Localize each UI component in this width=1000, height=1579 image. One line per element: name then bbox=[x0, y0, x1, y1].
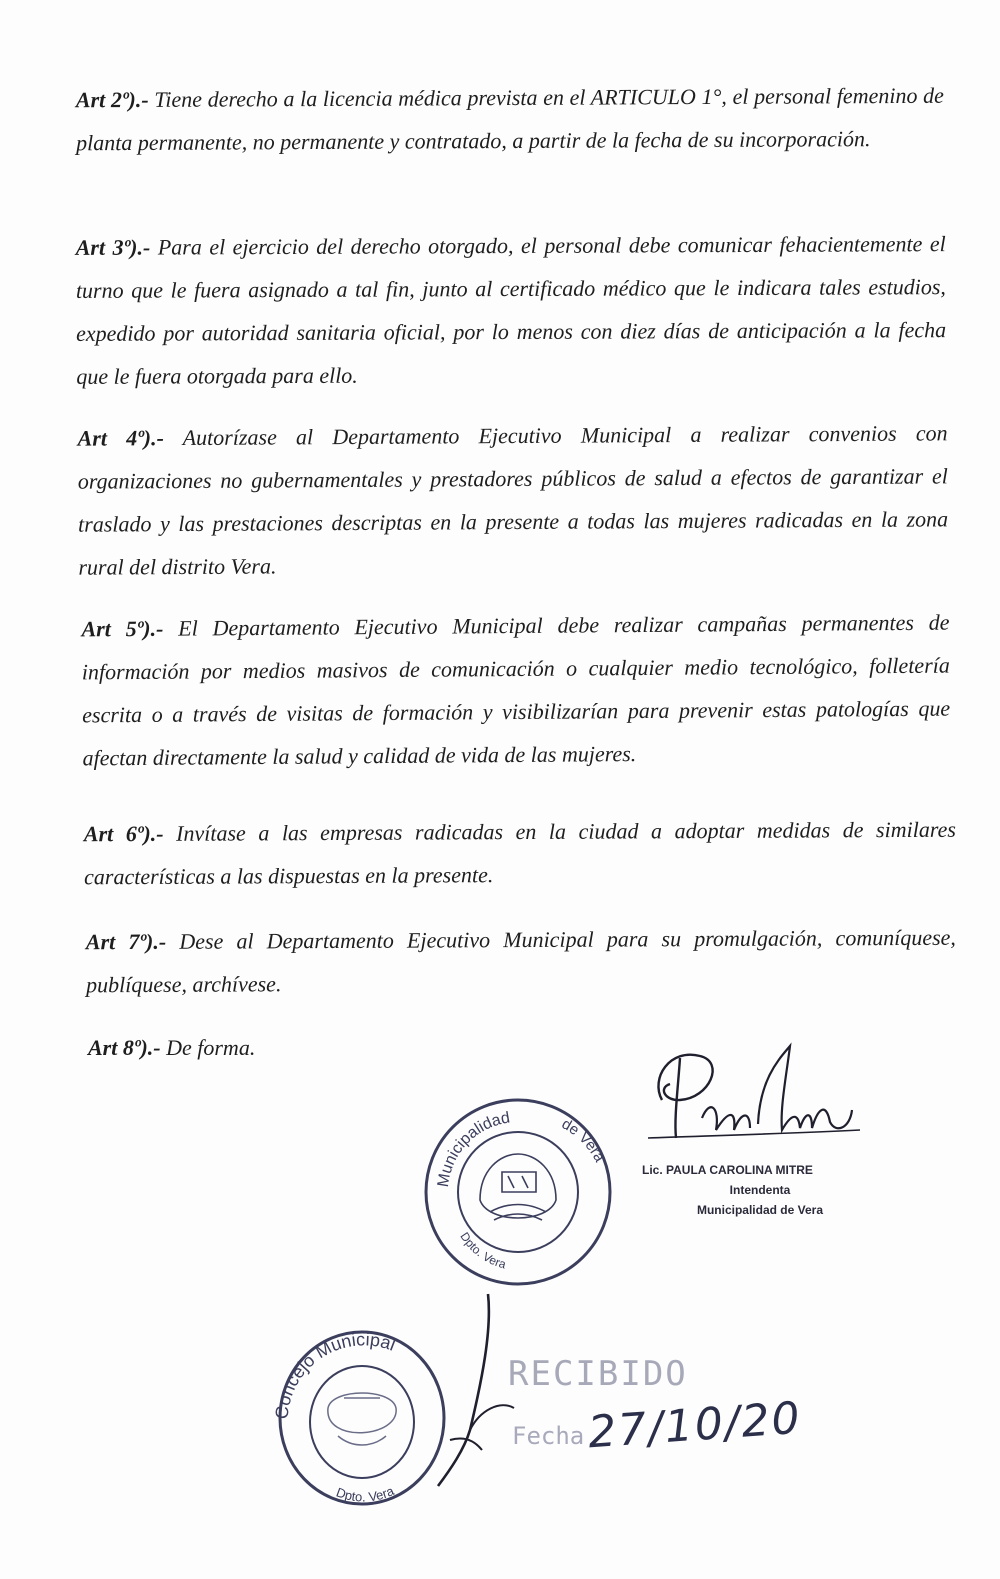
article-text: El Departamento Ejecutivo Municipal debe realizar campañas permanentes de información por medios masivos de comunicación o cualquier medio tecnológico, folletería escrita o a través de visitas de formación y visibilizarían para prevenir estas patologías que afectan directamente la salud y calidad de vida de las mujeres. bbox=[81, 609, 951, 771]
article-7 bbox=[86, 916, 956, 1007]
article-text: Dese al Departamento Ejecutivo Municipal para su promulgación, comuníquese, publíquese, archívese. bbox=[86, 924, 956, 998]
received-date-value: 27/10/20 bbox=[586, 1392, 804, 1459]
article-2 bbox=[76, 74, 944, 165]
concejo-stamp bbox=[272, 1318, 452, 1508]
article-5 bbox=[81, 601, 950, 780]
handwritten-signature-icon bbox=[430, 1290, 520, 1490]
article-label: Art 6º).- bbox=[83, 820, 164, 847]
article-text: Para el ejercicio del derecho otorgado, el personal debe comunicar fehacientemente el turno que le fuera asignado a tal fin, junto al certificado médico que le indicara tales estudios, expedido por autoridad sanitaria oficial, por lo menos con diez días de anticipación a la fecha que le fuera otorgada para ello. bbox=[75, 231, 947, 389]
signer-title: Intendenta bbox=[729, 1183, 791, 1197]
article-label: Art 7º).- bbox=[85, 928, 167, 955]
stamp-text-top: Municipalidad bbox=[434, 1109, 512, 1189]
article-label: Art 3º).- bbox=[75, 234, 151, 260]
article-text: Autorízase al Departamento Ejecutivo Municipal a realizar convenios con organizaciones no gubernamentales y prestadores públicos de salud a efectos de garantizar el traslado y las prestaciones descriptas en la presente a todas las mujeres radicadas en la zona rural del distrito Vera. bbox=[77, 420, 949, 580]
signer-institution: Municipalidad de Vera bbox=[696, 1203, 824, 1217]
article-text: De forma. bbox=[160, 1035, 256, 1060]
stamp-text-bottom: Dpto. Vera bbox=[334, 1483, 397, 1505]
article-label: Art 4º).- bbox=[77, 425, 164, 451]
article-text: Tiene derecho a la licencia médica prevista en el ARTICULO 1°, el personal femenino de planta permanente, no permanente y contratado, a partir de la fecha de su incorporación. bbox=[76, 82, 944, 156]
coat-of-arms-icon bbox=[480, 1154, 556, 1220]
stamp-text-right: de Vera bbox=[558, 1115, 609, 1165]
article-label: Art 5º).- bbox=[81, 615, 164, 642]
article-label: Art 2º).- bbox=[75, 86, 149, 113]
emblem-icon bbox=[328, 1393, 396, 1445]
received-date-label: Fecha bbox=[512, 1422, 585, 1450]
article-4 bbox=[77, 411, 948, 588]
article-6 bbox=[84, 808, 956, 899]
signature-graphic bbox=[640, 1038, 870, 1158]
article-3 bbox=[76, 222, 947, 398]
stamp-text-top: Concejo Municipal bbox=[272, 1329, 399, 1421]
signature-block bbox=[640, 1160, 880, 1220]
article-text: Invítase a las empresas radicadas en la ciudad a adoptar medidas de similares características a las dispuestas en la presente. bbox=[84, 816, 956, 890]
municipalidad-stamp bbox=[418, 1092, 618, 1292]
article-label: Art 8º).- bbox=[88, 1035, 161, 1060]
article-8 bbox=[88, 1026, 488, 1069]
stamp-text-bottom: Dpto. Vera bbox=[457, 1229, 508, 1272]
signer-name: Lic. PAULA CAROLINA MITRE bbox=[642, 1163, 813, 1177]
received-stamp: RECIBIDO bbox=[508, 1354, 688, 1394]
